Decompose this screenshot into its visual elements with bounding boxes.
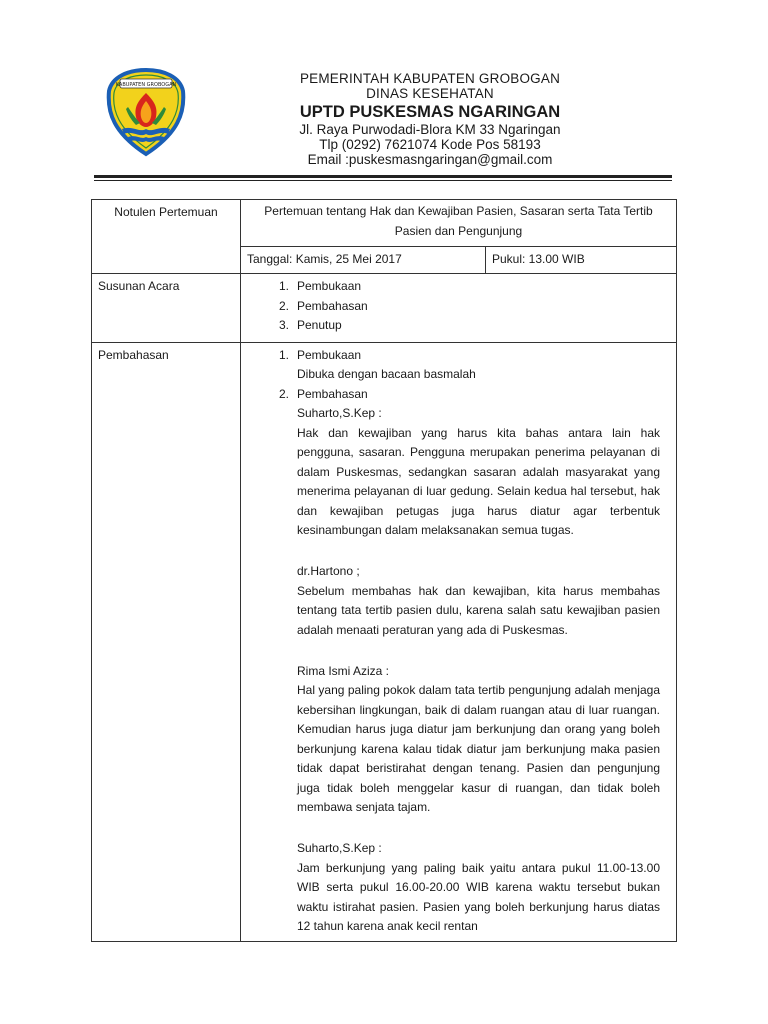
- speaker-statement: Hak dan kewajiban yang harus kita bahas antara lain hak pengguna, sasaran. Pengguna merupakan penerima pelayanan di dalam Puskesmas, sedangkan sasaran adalah masyarakat yang menerima pelayanan di luar gedung. Selain kedua hal tersebut, hak dan kewajiban petugas juga harus diatur agar terbentuk kesinambungan dalam melaksanakan semua tugas.: [297, 425, 660, 537]
- letterhead-government: PEMERINTAH KABUPATEN GROBOGAN: [299, 71, 561, 86]
- letterhead-divider-thin: [94, 180, 672, 181]
- agenda-list: [241, 274, 676, 342]
- list-item-text: Pembahasan: [297, 386, 368, 401]
- list-item: [241, 316, 668, 336]
- table-row-discussion: [92, 342, 677, 941]
- notulen-label-cell: [92, 200, 241, 274]
- agenda-label: Susunan Acara: [98, 279, 180, 293]
- agenda-cell: [241, 274, 677, 343]
- list-item: [241, 277, 668, 297]
- list-item-text: Pembahasan: [297, 298, 368, 313]
- speaker-name: Rima Ismi Aziza :: [297, 663, 390, 678]
- meeting-datetime: [241, 246, 676, 273]
- meeting-info-cell: [241, 200, 677, 274]
- agenda-label-cell: [92, 274, 241, 343]
- discussion-entries: [241, 404, 668, 941]
- meeting-title: Pertemuan tentang Hak dan Kewajiban Pasien, Sasaran serta Tata Tertib Pasien dan Pengunjung: [264, 204, 653, 238]
- list-item-number: 3.: [278, 318, 289, 332]
- table-row-agenda: [92, 274, 677, 343]
- list-item: [241, 297, 668, 317]
- speaker-name: Suharto,S.Kep :: [297, 406, 382, 420]
- list-item-text: Penutup: [297, 318, 342, 332]
- list-item-number: 1.: [278, 279, 289, 293]
- speaker-statement: Hal yang paling pokok dalam tata tertib pengunjung adalah menjaga kebersihan lingkungan, baik di dalam ruangan atau di luar ruangan. Kemudian harus juga diatur jam berkunjung dan orang yang boleh berkunjung karena kalau tidak diatur jam berkunjung maka pasien tidak dapat beristirahat dengan tenang. Pasien dan pengunjung juga tidak boleh menggelar kasur di ruangan, dan tidak boleh membawa senjata tajam.: [297, 683, 660, 814]
- speaker-name: Suharto,S.Kep :: [297, 841, 382, 855]
- letterhead-institution: UPTD PUSKESMAS NGARINGAN: [299, 103, 561, 121]
- minutes-table: [91, 199, 677, 942]
- discussion-content: [241, 343, 676, 941]
- speaker-statement: Jam berkunjung yang paling baik yaitu antara pukul 11.00-13.00 WIB serta pukul 16.00-20.00 WIB karena waktu tersebut bukan waktu istirahat pasien. Pasien yang boleh berkunjung harus diatas 12 tahun karena anak kecil rentan: [297, 860, 660, 933]
- letterhead-phone: Tlp (0292) 7621074 Kode Pos 58193: [319, 137, 541, 152]
- list-item-text: Pembukaan: [297, 279, 362, 293]
- speaker-name: dr.Hartono ;: [297, 564, 360, 578]
- opening-note: Dibuka dengan bacaan basmalah: [297, 367, 476, 381]
- meeting-date: Tanggal: Kamis, 25 Mei 2017: [241, 247, 486, 274]
- notulen-label: Notulen Pertemuan: [114, 205, 218, 219]
- list-item-text: Pembukaan: [297, 347, 362, 362]
- table-row-header: [92, 200, 677, 274]
- list-item: [241, 385, 668, 405]
- list-item-number: 2.: [278, 386, 289, 401]
- discussion-cell: [241, 342, 677, 941]
- letterhead-department: DINAS KESEHATAN: [366, 86, 494, 101]
- list-item-number: 2.: [278, 298, 289, 313]
- discussion-label: Pembahasan: [98, 347, 169, 362]
- letterhead-address: Jl. Raya Purwodadi-Blora KM 33 Ngaringan: [299, 122, 561, 137]
- discussion-label-cell: [92, 342, 241, 941]
- list-item: [241, 346, 668, 366]
- speaker-statement: Sebelum membahas hak dan kewajiban, kita harus membahas tentang tata tertib pasien dulu, karena salah satu kewajiban pasien adalah menaati peraturan yang ada di Puskesmas.: [297, 583, 660, 637]
- meeting-time: Pukul: 13.00 WIB: [486, 247, 677, 274]
- logo-banner-text: KABUPATEN GROBOGAN: [115, 82, 177, 88]
- letterhead: [200, 71, 660, 167]
- letterhead-email: Email :puskesmasngaringan@gmail.com: [307, 152, 553, 167]
- letterhead-divider-thick: [94, 175, 672, 178]
- kabupaten-logo: [106, 67, 186, 157]
- list-item-number: 1.: [278, 347, 289, 362]
